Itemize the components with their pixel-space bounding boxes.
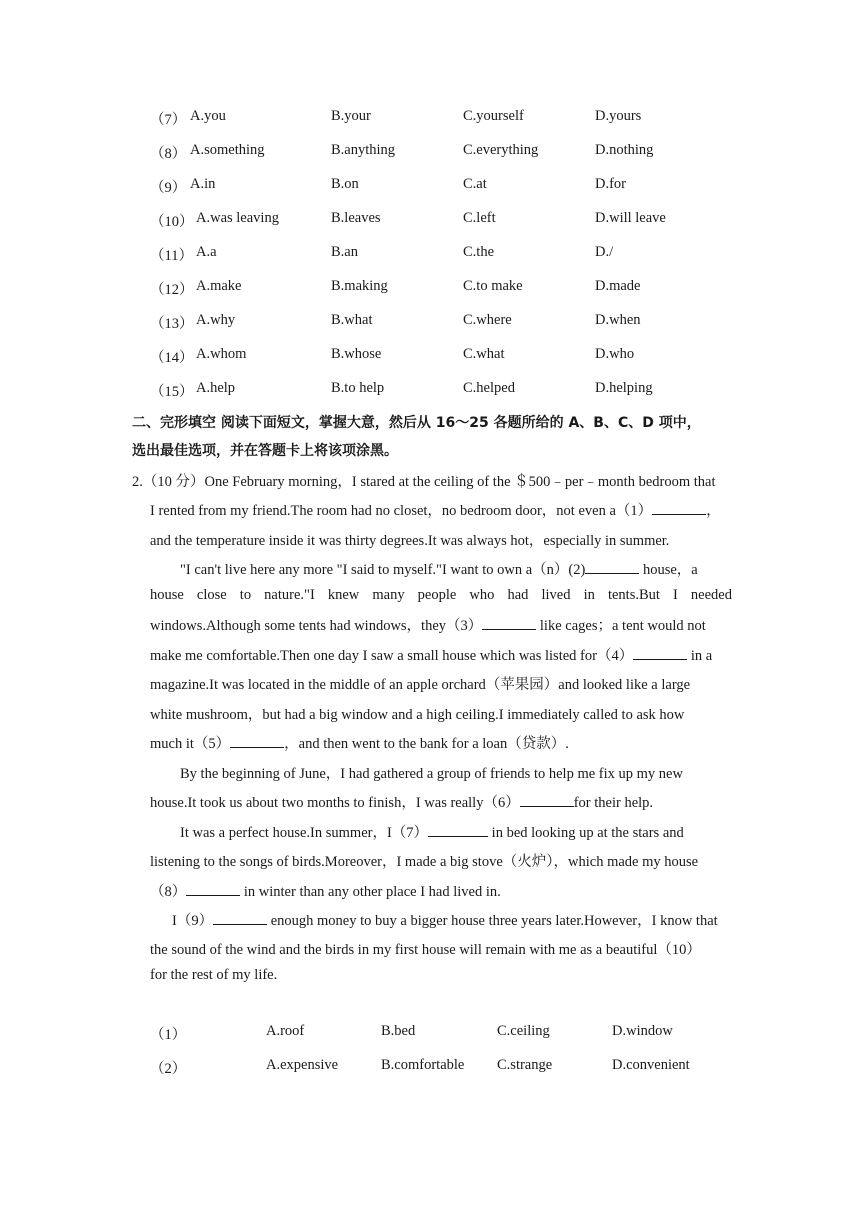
- option-number: （11）: [150, 248, 193, 264]
- option-c: C.what: [463, 346, 505, 362]
- passage-line: for the rest of my life.: [150, 967, 278, 983]
- passage-line: much it（5） ，and then went to the bank for a loan（贷款）.: [150, 732, 569, 753]
- option-number: （9）: [150, 180, 187, 196]
- option-c: C.helped: [463, 380, 515, 396]
- option-b: B.leaves: [331, 210, 381, 226]
- option-number: （1）: [150, 1027, 187, 1043]
- option-d: D./: [595, 244, 614, 260]
- option-row: [0, 346, 860, 368]
- option-d: D.nothing: [595, 142, 654, 158]
- option-number: （10）: [150, 214, 194, 230]
- answer-blank-6: [520, 792, 574, 807]
- option-a: A.in: [190, 176, 216, 192]
- option-row: [0, 244, 860, 266]
- passage-line: magazine.It was located in the middle of an apple orchard（苹果园）and looked like a large: [150, 677, 691, 693]
- option-a: A.make: [196, 278, 242, 294]
- answer-blank-8: [186, 881, 240, 896]
- option-number: （15）: [150, 384, 194, 400]
- option-a: A.something: [190, 142, 265, 158]
- option-row: [0, 142, 860, 164]
- option-b: B.bed: [381, 1023, 416, 1039]
- option-a: A.you: [190, 108, 226, 124]
- option-d: D.convenient: [612, 1057, 690, 1073]
- option-b: B.to help: [331, 380, 385, 396]
- option-d: D.helping: [595, 380, 653, 396]
- option-row: [0, 312, 860, 334]
- option-a: A.expensive: [266, 1057, 339, 1073]
- answer-blank-5: [230, 733, 284, 748]
- section-heading: 二、完形填空 阅读下面短文，掌握大意，然后从 16～25 各题所给的 A、B、C、D 项中，: [132, 415, 701, 431]
- passage-line: I rented from my friend.The room had no closet，no bedroom door，not even a（1） ，: [150, 499, 721, 520]
- option-d: D.for: [595, 176, 627, 192]
- passage-line: white mushroom，but had a big window and a high ceiling.I immediately called to ask how: [150, 707, 685, 723]
- option-d: D.who: [595, 346, 635, 362]
- answer-blank-7: [428, 822, 488, 837]
- option-c: C.at: [463, 176, 487, 192]
- option-row: [0, 380, 860, 402]
- option-b: B.what: [331, 312, 373, 328]
- option-d: D.when: [595, 312, 641, 328]
- option-c: C.yourself: [463, 108, 524, 124]
- option-c: C.ceiling: [497, 1023, 550, 1039]
- passage-line: listening to the songs of birds.Moreover，I made a big stove（火炉），which made my house: [150, 854, 699, 870]
- option-c: C.left: [463, 210, 496, 226]
- option-a: A.help: [196, 380, 236, 396]
- passage-line: By the beginning of June，I had gathered a group of friends to help me fix up my new: [180, 766, 683, 782]
- option-row: [0, 210, 860, 232]
- answer-blank-9: [213, 910, 267, 925]
- passage-line: the sound of the wind and the birds in my first house will remain with me as a beautiful（10）: [150, 942, 701, 958]
- option-a: A.whom: [196, 346, 247, 362]
- passage-line: house close to nature."I knew many people who had lived in tents.But I needed: [150, 587, 732, 603]
- answer-blank-2: [585, 559, 639, 574]
- option-row: [0, 1023, 860, 1045]
- option-row: [0, 278, 860, 300]
- option-d: D.will leave: [595, 210, 666, 226]
- answer-blank-1: [652, 500, 706, 515]
- option-row: [0, 1057, 860, 1079]
- passage-line: （8） in winter than any other place I had lived in.: [150, 880, 501, 901]
- section-heading-cont: 选出最佳选项，并在答题卡上将该项涂黑。: [132, 443, 398, 459]
- option-d: D.window: [612, 1023, 673, 1039]
- option-a: A.why: [196, 312, 236, 328]
- option-number: （2）: [150, 1061, 187, 1077]
- option-number: （13）: [150, 316, 194, 332]
- answer-blank-3: [482, 615, 536, 630]
- option-row: [0, 176, 860, 198]
- option-b: B.on: [331, 176, 359, 192]
- option-b: B.comfortable: [381, 1057, 465, 1073]
- option-number: （14）: [150, 350, 194, 366]
- option-c: C.strange: [497, 1057, 553, 1073]
- option-c: C.the: [463, 244, 495, 260]
- option-a: A.roof: [266, 1023, 305, 1039]
- passage-line: I（9） enough money to buy a bigger house three years later.However，I know that: [172, 909, 718, 930]
- option-b: B.making: [331, 278, 388, 294]
- option-number: （12）: [150, 282, 194, 298]
- option-number: （7）: [150, 112, 187, 128]
- passage-line: It was a perfect house.In summer，I（7） in bed looking up at the stars and: [180, 821, 684, 842]
- passage-line: "I can't live here any more "I said to myself."I want to own a（n）(2) house，a: [180, 558, 698, 579]
- passage-line: house.It took us about two months to finish，I was really（6） for their help.: [150, 791, 653, 812]
- answer-blank-4: [633, 645, 687, 660]
- option-b: B.anything: [331, 142, 396, 158]
- option-b: B.an: [331, 244, 358, 260]
- option-b: B.your: [331, 108, 371, 124]
- option-b: B.whose: [331, 346, 382, 362]
- option-a: A.was leaving: [196, 210, 279, 226]
- passage-line: 2.（10 分）One February morning，I stared at the ceiling of the ＄500﹣per﹣month bedroom that: [132, 474, 716, 490]
- option-c: C.where: [463, 312, 512, 328]
- option-a: A.a: [196, 244, 217, 260]
- option-c: C.to make: [463, 278, 523, 294]
- option-row: [0, 108, 860, 130]
- option-d: D.yours: [595, 108, 642, 124]
- option-d: D.made: [595, 278, 641, 294]
- passage-line: windows.Although some tents had windows，they（3） like cages；a tent would not: [150, 614, 706, 635]
- question-number: 2.（10 分）: [132, 474, 205, 490]
- option-number: （8）: [150, 146, 187, 162]
- option-c: C.everything: [463, 142, 539, 158]
- passage-line: make me comfortable.Then one day I saw a small house which was listed for（4） in a: [150, 644, 712, 665]
- passage-line: and the temperature inside it was thirty degrees.It was always hot，especially in summer.: [150, 533, 670, 549]
